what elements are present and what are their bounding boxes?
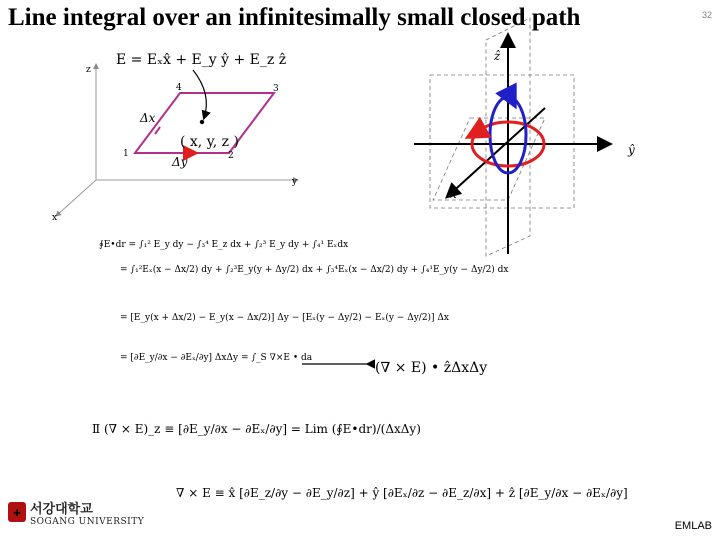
university-name-en: SOGANG UNIVERSITY (30, 517, 145, 527)
curl-full-expression: ∇ × E ≡ x̂ [∂E_z/∂y − ∂E_y/∂z] + ŷ [∂Eₓ/∂z − ∂E_z/∂x] + ẑ [∂E_y/∂x − ∂Eₓ/∂y] (176, 486, 628, 500)
loop-blue-arrow (512, 100, 514, 104)
slide-title: Line integral over an infinitesimally small closed path (8, 4, 581, 31)
x-axis-label: x (52, 213, 58, 223)
corner-2: 2 (228, 151, 234, 161)
loop-figure (52, 51, 298, 223)
corner-1: 1 (123, 149, 129, 159)
university-name-kr: 서강대학교 (30, 502, 93, 517)
corner-3: 3 (273, 84, 279, 94)
z-axis-label: z (86, 65, 91, 75)
eq-line-4: = [∂E_y/∂x − ∂Eₓ/∂y] ΔxΔy = ∫_S ∇×E • da (120, 353, 313, 363)
center-coords: ( x, y, z ) (180, 134, 239, 150)
x-axis-faint (56, 180, 96, 216)
path-arrow-41 (155, 127, 160, 134)
university-seal (8, 502, 26, 522)
curl-z-definition: Ⅱ (∇ × E)_z ≡ [∂E_y/∂x − ∂Eₓ/∂y] = Lim (∮E•dr)/(ΔxΔy) (92, 422, 421, 436)
eq-line-3: = [E_y(x + Δx/2) − E_y(x − Δx/2)] Δy − [Eₓ(y − Δy/2) − Eₓ(y − Δy/2)] Δx (120, 313, 450, 323)
y-hat-label: ŷ (628, 143, 635, 157)
z-hat-label: ẑ (494, 49, 501, 63)
field-definition: E = Eₓx̂ + E_y ŷ + E_z ẑ (116, 52, 287, 68)
corner-4: 4 (176, 83, 182, 93)
footer-lab: EMLAB (674, 520, 712, 532)
curl-normal-component: (∇ × E) • ẑΔxΔy (375, 360, 488, 376)
center-point (200, 120, 204, 124)
delta-x-label: Δx (140, 111, 156, 125)
line-integral-derivation (92, 240, 628, 500)
page-number: 32 (701, 10, 712, 20)
curl-axes-figure (414, 18, 635, 256)
eq-line-2: = ∫₁²Eₓ(x − Δx/2) dy + ∫₂³E_y(y + Δy/2) dx + ∫₃⁴Eₓ(x − Δx/2) dy + ∫₄¹E_y(y − Δy/2) dx (120, 265, 509, 275)
seal-mark: ✚ (13, 509, 21, 519)
delta-y-label: Δy (172, 155, 188, 169)
x-hat-label: x̂ (450, 187, 457, 201)
y-axis-label: y (292, 177, 298, 187)
eq-line-1: ∮E•dr = ∫₁² E_y dy − ∫₃⁴ E_z dx + ∫₂³ E_y dy + ∫₄¹ Eₓdx (99, 240, 349, 250)
x-axis (448, 108, 545, 196)
